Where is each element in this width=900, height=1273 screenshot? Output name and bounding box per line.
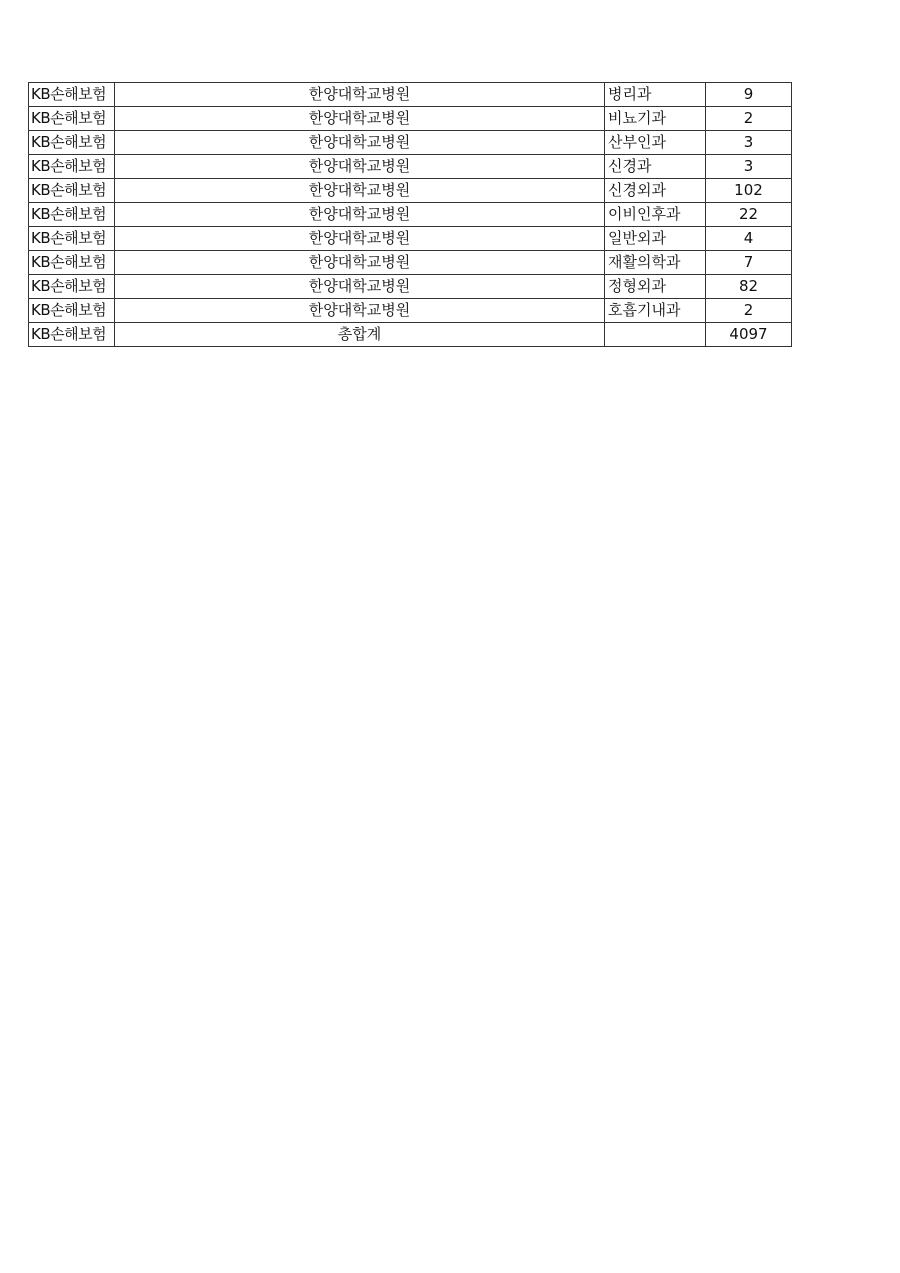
count-cell: 2 <box>706 299 792 323</box>
hospital-cell: 한양대학교병원 <box>115 275 605 299</box>
table-row <box>29 227 792 251</box>
hospital-cell: 한양대학교병원 <box>115 299 605 323</box>
department-cell: 신경과 <box>605 155 706 179</box>
department-cell: 재활의학과 <box>605 251 706 275</box>
table-row <box>29 275 792 299</box>
table-body <box>29 83 792 347</box>
insurer-cell: KB손해보험 <box>29 131 115 155</box>
hospital-cell: 한양대학교병원 <box>115 155 605 179</box>
table-row <box>29 179 792 203</box>
hospital-cell: 한양대학교병원 <box>115 83 605 107</box>
total-count-cell: 4097 <box>706 323 792 347</box>
count-cell: 3 <box>706 131 792 155</box>
table-row <box>29 251 792 275</box>
insurer-cell: KB손해보험 <box>29 299 115 323</box>
count-cell: 82 <box>706 275 792 299</box>
insurer-cell: KB손해보험 <box>29 155 115 179</box>
table-row <box>29 131 792 155</box>
department-cell: 이비인후과 <box>605 203 706 227</box>
insurer-cell: KB손해보험 <box>29 227 115 251</box>
table-row <box>29 203 792 227</box>
count-cell: 3 <box>706 155 792 179</box>
department-cell: 호흡기내과 <box>605 299 706 323</box>
department-cell: 비뇨기과 <box>605 107 706 131</box>
insurer-cell: KB손해보험 <box>29 203 115 227</box>
insurer-cell: KB손해보험 <box>29 107 115 131</box>
count-cell: 2 <box>706 107 792 131</box>
hospital-cell: 한양대학교병원 <box>115 131 605 155</box>
hospital-cell: 한양대학교병원 <box>115 179 605 203</box>
hospital-cell: 한양대학교병원 <box>115 107 605 131</box>
table-row <box>29 155 792 179</box>
table-row <box>29 107 792 131</box>
department-cell: 신경외과 <box>605 179 706 203</box>
table-row <box>29 83 792 107</box>
count-cell: 7 <box>706 251 792 275</box>
insurer-cell: KB손해보험 <box>29 83 115 107</box>
total-insurer-cell: KB손해보험 <box>29 323 115 347</box>
department-cell: 일반외과 <box>605 227 706 251</box>
table-row <box>29 299 792 323</box>
count-cell: 9 <box>706 83 792 107</box>
count-cell: 102 <box>706 179 792 203</box>
total-label-cell: 총합계 <box>115 323 605 347</box>
insurer-cell: KB손해보험 <box>29 251 115 275</box>
department-cell: 병리과 <box>605 83 706 107</box>
data-table <box>28 82 792 347</box>
hospital-cell: 한양대학교병원 <box>115 227 605 251</box>
department-cell: 산부인과 <box>605 131 706 155</box>
insurer-cell: KB손해보험 <box>29 275 115 299</box>
count-cell: 22 <box>706 203 792 227</box>
total-department-cell <box>605 323 706 347</box>
count-cell: 4 <box>706 227 792 251</box>
hospital-cell: 한양대학교병원 <box>115 251 605 275</box>
hospital-cell: 한양대학교병원 <box>115 203 605 227</box>
total-row <box>29 323 792 347</box>
insurer-cell: KB손해보험 <box>29 179 115 203</box>
department-cell: 정형외과 <box>605 275 706 299</box>
